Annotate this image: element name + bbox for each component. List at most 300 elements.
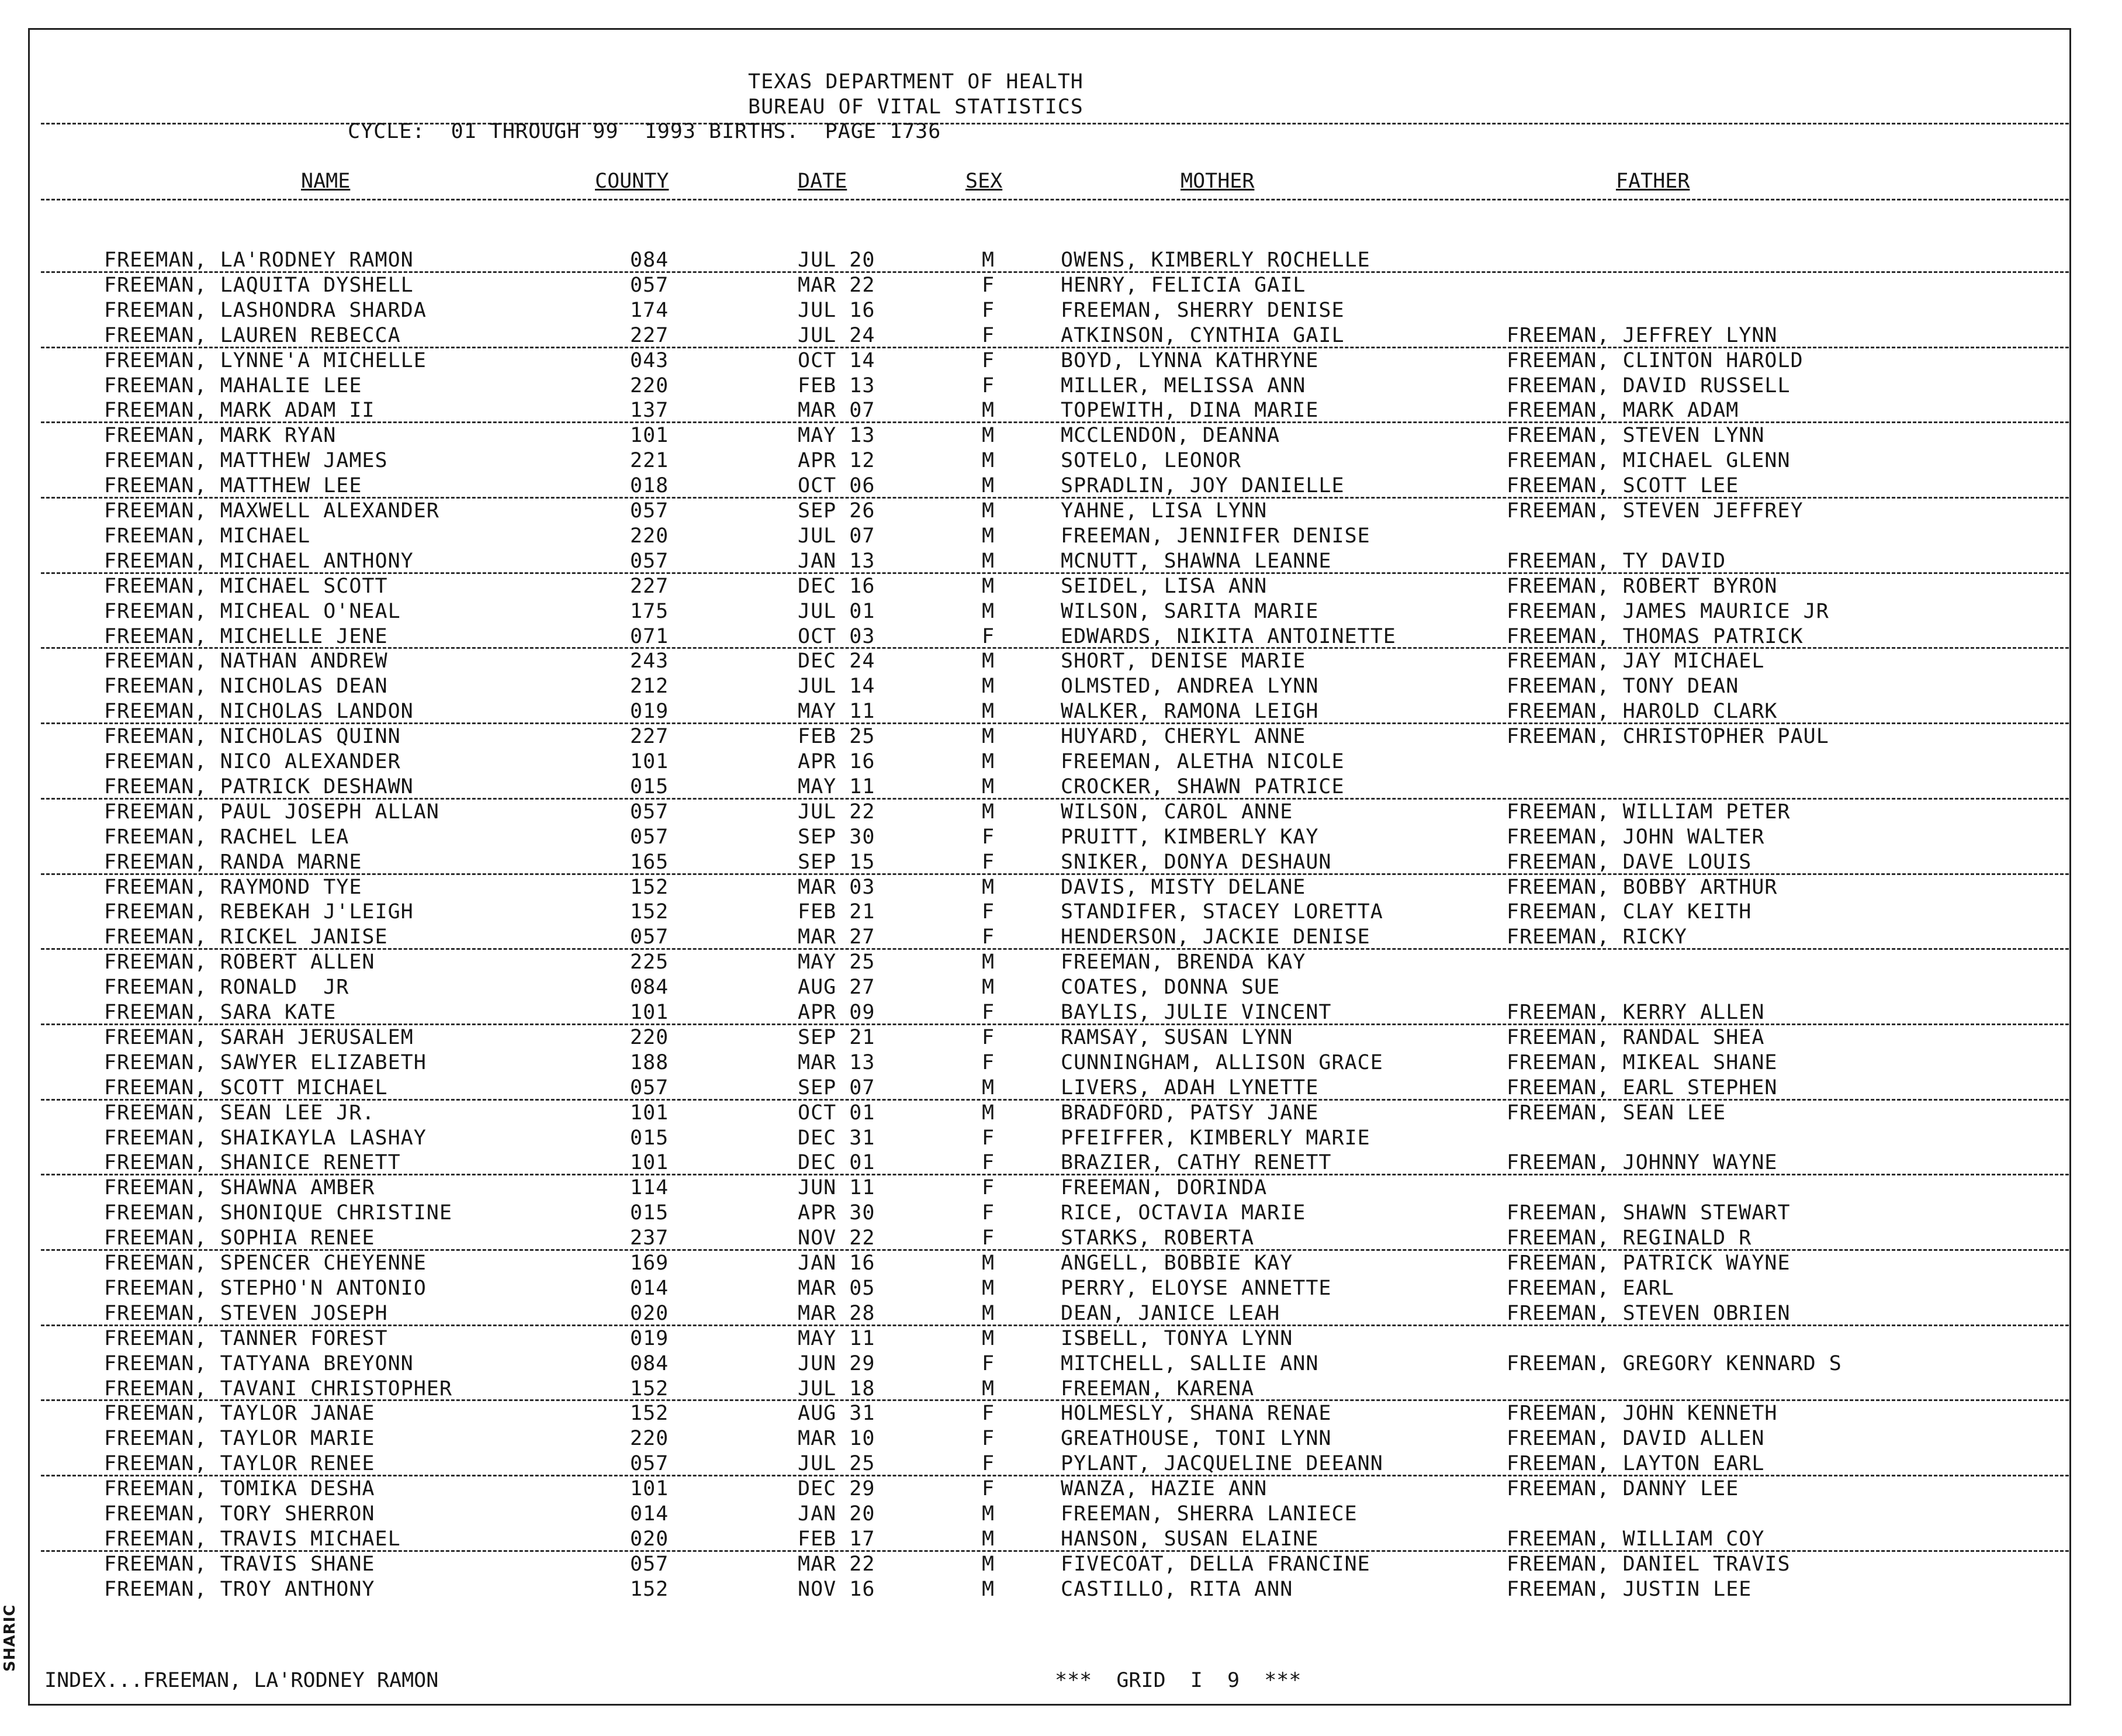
row-group-divider (41, 271, 2069, 273)
cell-sex: F (982, 1176, 995, 1200)
cell-county: 101 (630, 750, 669, 773)
cell-date: MAR 03 (798, 875, 875, 899)
cell-date: JUL 01 (798, 599, 875, 623)
cell-county: 071 (630, 624, 669, 648)
cell-father: FREEMAN, BOBBY ARTHUR (1507, 875, 1778, 899)
cell-name: FREEMAN, LASHONDRA SHARDA (104, 298, 427, 322)
cell-date: JUL 22 (798, 800, 875, 824)
cell-county: 237 (630, 1226, 669, 1250)
cell-father: FREEMAN, TY DAVID (1507, 549, 1726, 573)
cell-sex: M (982, 1301, 995, 1325)
cell-mother: BRADFORD, PATSY JANE (1061, 1101, 1319, 1125)
cell-county: 043 (630, 348, 669, 372)
cell-mother: ATKINSON, CYNTHIA GAIL (1061, 323, 1345, 347)
cell-mother: WANZA, HAZIE ANN (1061, 1477, 1268, 1501)
cell-date: DEC 29 (798, 1477, 875, 1501)
cell-sex: M (982, 1377, 995, 1400)
cell-sex: M (982, 399, 995, 423)
cell-county: 152 (630, 875, 669, 899)
cell-date: JAN 16 (798, 1251, 875, 1275)
cell-sex: M (982, 248, 995, 272)
side-label: SHARIC (1, 1604, 19, 1672)
row-group-divider (41, 497, 2069, 499)
cell-date: APR 09 (798, 1001, 875, 1024)
cell-date: OCT 14 (798, 348, 875, 372)
cell-mother: HUYARD, CHERYL ANNE (1061, 725, 1306, 749)
cell-date: DEC 24 (798, 649, 875, 673)
cell-date: JUL 24 (798, 323, 875, 347)
row-group-divider (41, 347, 2069, 348)
cell-name: FREEMAN, MICHAEL SCOTT (104, 574, 388, 598)
cell-father: FREEMAN, JAMES MAURICE JR (1507, 599, 1829, 623)
cell-county: 057 (630, 273, 669, 297)
cell-name: FREEMAN, NATHAN ANDREW (104, 649, 388, 673)
cell-name: FREEMAN, SEAN LEE JR. (104, 1101, 375, 1125)
row-group-divider (41, 722, 2069, 724)
col-header-mother: MOTHER (1181, 170, 1255, 193)
cell-mother: PYLANT, JACQUELINE DEEANN (1061, 1452, 1383, 1476)
cell-father: FREEMAN, WILLIAM COY (1507, 1527, 1765, 1551)
cell-name: FREEMAN, RONALD JR (104, 976, 349, 1000)
cell-mother: GREATHOUSE, TONI LYNN (1061, 1427, 1332, 1451)
row-group-divider (41, 873, 2069, 875)
cell-father: FREEMAN, CLINTON HAROLD (1507, 348, 1803, 372)
cell-county: 169 (630, 1251, 669, 1275)
cell-sex: M (982, 725, 995, 749)
cell-county: 101 (630, 1101, 669, 1125)
cell-mother: CASTILLO, RITA ANN (1061, 1577, 1293, 1601)
cell-county: 015 (630, 1126, 669, 1150)
cell-name: FREEMAN, MICHEAL O'NEAL (104, 599, 401, 623)
cell-county: 220 (630, 524, 669, 548)
cell-county: 057 (630, 1452, 669, 1476)
cell-sex: M (982, 1251, 995, 1275)
cell-sex: M (982, 875, 995, 899)
cell-county: 020 (630, 1301, 669, 1325)
cell-name: FREEMAN, NICHOLAS QUINN (104, 725, 401, 749)
cell-date: NOV 16 (798, 1577, 875, 1601)
cell-name: FREEMAN, STEPHO'N ANTONIO (104, 1276, 427, 1300)
cell-county: 114 (630, 1176, 669, 1200)
cell-mother: MCCLENDON, DEANNA (1061, 424, 1280, 448)
cell-name: FREEMAN, NICHOLAS DEAN (104, 675, 388, 698)
cell-mother: COATES, DONNA SUE (1061, 976, 1280, 1000)
cell-name: FREEMAN, MAXWELL ALEXANDER (104, 499, 439, 523)
cell-date: OCT 03 (798, 624, 875, 648)
cell-father: FREEMAN, REGINALD R (1507, 1226, 1752, 1250)
cell-father: FREEMAN, JOHNNY WAYNE (1507, 1151, 1778, 1175)
cell-mother: WILSON, SARITA MARIE (1061, 599, 1319, 623)
cell-sex: F (982, 1427, 995, 1451)
cell-father: FREEMAN, TONY DEAN (1507, 675, 1739, 698)
cell-name: FREEMAN, SPENCER CHEYENNE (104, 1251, 427, 1275)
row-group-divider (41, 421, 2069, 423)
cell-county: 101 (630, 1151, 669, 1175)
cell-name: FREEMAN, MAHALIE LEE (104, 374, 362, 397)
cell-sex: F (982, 1477, 995, 1501)
cell-name: FREEMAN, SHONIQUE CHRISTINE (104, 1201, 452, 1225)
cell-county: 243 (630, 649, 669, 673)
cell-date: FEB 21 (798, 900, 875, 924)
cell-father: FREEMAN, MICHAEL GLENN (1507, 449, 1791, 473)
cell-name: FREEMAN, LYNNE'A MICHELLE (104, 348, 427, 372)
cell-father: FREEMAN, STEVEN OBRIEN (1507, 1301, 1791, 1325)
cell-name: FREEMAN, TAVANI CHRISTOPHER (104, 1377, 452, 1400)
cell-county: 084 (630, 976, 669, 1000)
cell-mother: ISBELL, TONYA LYNN (1061, 1326, 1293, 1350)
cell-date: APR 30 (798, 1201, 875, 1225)
cell-date: JUL 07 (798, 524, 875, 548)
cell-county: 057 (630, 800, 669, 824)
cell-sex: M (982, 800, 995, 824)
cell-date: AUG 31 (798, 1402, 875, 1426)
cell-sex: M (982, 499, 995, 523)
cell-date: SEP 30 (798, 825, 875, 849)
cell-sex: M (982, 1502, 995, 1526)
cell-name: FREEMAN, TAYLOR MARIE (104, 1427, 375, 1451)
cell-name: FREEMAN, SHANICE RENETT (104, 1151, 401, 1175)
cell-date: FEB 17 (798, 1527, 875, 1551)
cell-father: FREEMAN, THOMAS PATRICK (1507, 624, 1803, 648)
cell-name: FREEMAN, TORY SHERRON (104, 1502, 375, 1526)
cell-date: MAY 11 (798, 774, 875, 798)
cell-date: FEB 13 (798, 374, 875, 397)
cell-date: JUL 14 (798, 675, 875, 698)
cell-name: FREEMAN, SCOTT MICHAEL (104, 1076, 388, 1099)
cell-father: FREEMAN, JEFFREY LYNN (1507, 323, 1778, 347)
cell-county: 084 (630, 1351, 669, 1375)
cell-sex: M (982, 524, 995, 548)
cell-mother: ANGELL, BOBBIE KAY (1061, 1251, 1293, 1275)
column-header-divider (41, 199, 2069, 200)
cell-county: 015 (630, 1201, 669, 1225)
cell-date: MAY 11 (798, 1326, 875, 1350)
row-group-divider (41, 1475, 2069, 1476)
cell-sex: M (982, 1577, 995, 1601)
cell-sex: M (982, 774, 995, 798)
cell-father: FREEMAN, SCOTT LEE (1507, 474, 1739, 498)
cell-sex: M (982, 700, 995, 724)
row-group-divider (41, 572, 2069, 574)
cell-father: FREEMAN, DANNY LEE (1507, 1477, 1739, 1501)
cell-mother: STANDIFER, STACEY LORETTA (1061, 900, 1383, 924)
row-group-divider (41, 1174, 2069, 1175)
cell-date: SEP 26 (798, 499, 875, 523)
row-group-divider (41, 948, 2069, 950)
cell-mother: PFEIFFER, KIMBERLY MARIE (1061, 1126, 1370, 1150)
cell-county: 188 (630, 1050, 669, 1074)
cell-county: 101 (630, 1477, 669, 1501)
agency-title: TEXAS DEPARTMENT OF HEALTH (748, 70, 1083, 94)
cell-name: FREEMAN, TANNER FOREST (104, 1326, 388, 1350)
cell-mother: SHORT, DENISE MARIE (1061, 649, 1306, 673)
cell-sex: F (982, 1351, 995, 1375)
cell-date: APR 12 (798, 449, 875, 473)
cell-sex: F (982, 298, 995, 322)
cell-mother: TOPEWITH, DINA MARIE (1061, 399, 1319, 423)
cell-name: FREEMAN, SOPHIA RENEE (104, 1226, 375, 1250)
cell-name: FREEMAN, STEVEN JOSEPH (104, 1301, 388, 1325)
cell-sex: F (982, 323, 995, 347)
cell-name: FREEMAN, MARK RYAN (104, 424, 337, 448)
cell-sex: F (982, 1025, 995, 1049)
cell-county: 165 (630, 850, 669, 874)
cell-county: 220 (630, 374, 669, 397)
col-header-sex: SEX (965, 170, 1003, 193)
cell-father: FREEMAN, JAY MICHAEL (1507, 649, 1765, 673)
cell-mother: WALKER, RAMONA LEIGH (1061, 700, 1319, 724)
cell-father: FREEMAN, DANIEL TRAVIS (1507, 1552, 1791, 1576)
cell-name: FREEMAN, SHAIKAYLA LASHAY (104, 1126, 427, 1150)
cell-mother: BRAZIER, CATHY RENETT (1061, 1151, 1332, 1175)
cell-sex: M (982, 1076, 995, 1099)
cell-mother: HANSON, SUSAN ELAINE (1061, 1527, 1319, 1551)
row-group-divider (41, 1023, 2069, 1025)
cell-sex: M (982, 474, 995, 498)
row-group-divider (41, 1099, 2069, 1101)
cell-county: 018 (630, 474, 669, 498)
cell-father: FREEMAN, DAVE LOUIS (1507, 850, 1752, 874)
cell-mother: FREEMAN, DORINDA (1061, 1176, 1268, 1200)
cell-county: 137 (630, 399, 669, 423)
cell-sex: M (982, 449, 995, 473)
cell-county: 057 (630, 499, 669, 523)
cell-mother: SOTELO, LEONOR (1061, 449, 1242, 473)
cell-mother: HENRY, FELICIA GAIL (1061, 273, 1306, 297)
cell-name: FREEMAN, SAWYER ELIZABETH (104, 1050, 427, 1074)
cell-date: MAR 27 (798, 925, 875, 949)
cell-sex: M (982, 750, 995, 773)
cell-mother: OLMSTED, ANDREA LYNN (1061, 675, 1319, 698)
cell-date: NOV 22 (798, 1226, 875, 1250)
cell-mother: RAMSAY, SUSAN LYNN (1061, 1025, 1293, 1049)
cell-county: 227 (630, 574, 669, 598)
cell-name: FREEMAN, NICHOLAS LANDON (104, 700, 414, 724)
cell-county: 225 (630, 950, 669, 974)
cell-name: FREEMAN, TRAVIS MICHAEL (104, 1527, 401, 1551)
cell-county: 227 (630, 725, 669, 749)
cell-county: 174 (630, 298, 669, 322)
cell-sex: F (982, 374, 995, 397)
col-header-father: FATHER (1616, 170, 1690, 193)
cell-sex: M (982, 649, 995, 673)
cell-father: FREEMAN, JUSTIN LEE (1507, 1577, 1752, 1601)
cell-name: FREEMAN, SHAWNA AMBER (104, 1176, 375, 1200)
cell-sex: F (982, 900, 995, 924)
cell-date: DEC 31 (798, 1126, 875, 1150)
cell-name: FREEMAN, TATYANA BREYONN (104, 1351, 414, 1375)
col-header-county: COUNTY (595, 170, 669, 193)
header-divider (41, 123, 2069, 125)
cell-name: FREEMAN, MICHAEL (104, 524, 311, 548)
cell-county: 101 (630, 1001, 669, 1024)
cell-date: SEP 21 (798, 1025, 875, 1049)
cell-date: MAY 13 (798, 424, 875, 448)
cell-father: FREEMAN, KERRY ALLEN (1507, 1001, 1765, 1024)
footer-grid: *** GRID I 9 *** (1055, 1669, 1301, 1692)
cell-father: FREEMAN, DAVID ALLEN (1507, 1427, 1765, 1451)
cell-date: MAR 13 (798, 1050, 875, 1074)
cell-county: 220 (630, 1025, 669, 1049)
row-group-divider (41, 647, 2069, 649)
cell-date: MAY 11 (798, 700, 875, 724)
cell-father: FREEMAN, DAVID RUSSELL (1507, 374, 1791, 397)
cell-county: 175 (630, 599, 669, 623)
cell-county: 152 (630, 1377, 669, 1400)
footer-index: INDEX...FREEMAN, LA'RODNEY RAMON (44, 1669, 439, 1692)
cell-date: JUL 16 (798, 298, 875, 322)
cell-county: 152 (630, 1577, 669, 1601)
cell-mother: STARKS, ROBERTA (1061, 1226, 1255, 1250)
cell-date: SEP 07 (798, 1076, 875, 1099)
cell-father: FREEMAN, PATRICK WAYNE (1507, 1251, 1791, 1275)
cell-county: 221 (630, 449, 669, 473)
cell-father: FREEMAN, RICKY (1507, 925, 1688, 949)
cell-mother: FREEMAN, KARENA (1061, 1377, 1255, 1400)
cycle-line: CYCLE: 01 THROUGH 99 1993 BIRTHS. PAGE 1736 (348, 120, 941, 143)
cell-sex: F (982, 348, 995, 372)
cell-mother: LIVERS, ADAH LYNETTE (1061, 1076, 1319, 1099)
cell-county: 020 (630, 1527, 669, 1551)
cell-sex: M (982, 599, 995, 623)
cell-county: 084 (630, 248, 669, 272)
cell-county: 152 (630, 900, 669, 924)
cell-name: FREEMAN, LAUREN REBECCA (104, 323, 401, 347)
cell-name: FREEMAN, RANDA MARNE (104, 850, 362, 874)
cell-name: FREEMAN, TRAVIS SHANE (104, 1552, 375, 1576)
cell-father: FREEMAN, JOHN WALTER (1507, 825, 1765, 849)
cell-sex: F (982, 624, 995, 648)
cell-name: FREEMAN, LA'RODNEY RAMON (104, 248, 414, 272)
cell-name: FREEMAN, TROY ANTHONY (104, 1577, 375, 1601)
cell-date: JAN 20 (798, 1502, 875, 1526)
row-group-divider (41, 1249, 2069, 1251)
cell-sex: M (982, 1552, 995, 1576)
col-header-name: NAME (301, 170, 351, 193)
cell-sex: M (982, 950, 995, 974)
cell-father: FREEMAN, CHRISTOPHER PAUL (1507, 725, 1829, 749)
row-group-divider (41, 1325, 2069, 1326)
cell-mother: FREEMAN, SHERRA LANIECE (1061, 1502, 1358, 1526)
cell-father: FREEMAN, HAROLD CLARK (1507, 700, 1778, 724)
cell-date: JAN 13 (798, 549, 875, 573)
cell-name: FREEMAN, PAUL JOSEPH ALLAN (104, 800, 439, 824)
cell-father: FREEMAN, JOHN KENNETH (1507, 1402, 1778, 1426)
cell-county: 212 (630, 675, 669, 698)
cell-name: FREEMAN, LAQUITA DYSHELL (104, 273, 414, 297)
cell-date: DEC 01 (798, 1151, 875, 1175)
cell-mother: HENDERSON, JACKIE DENISE (1061, 925, 1370, 949)
cell-date: MAR 22 (798, 273, 875, 297)
cell-date: JUL 25 (798, 1452, 875, 1476)
cell-mother: RICE, OCTAVIA MARIE (1061, 1201, 1306, 1225)
cell-father: FREEMAN, STEVEN JEFFREY (1507, 499, 1803, 523)
cell-name: FREEMAN, RICKEL JANISE (104, 925, 388, 949)
cell-county: 015 (630, 774, 669, 798)
cell-sex: M (982, 424, 995, 448)
cell-name: FREEMAN, MARK ADAM II (104, 399, 375, 423)
cell-mother: BOYD, LYNNA KATHRYNE (1061, 348, 1319, 372)
cell-father: FREEMAN, RANDAL SHEA (1507, 1025, 1765, 1049)
cell-date: MAR 05 (798, 1276, 875, 1300)
cell-county: 014 (630, 1276, 669, 1300)
cell-county: 152 (630, 1402, 669, 1426)
row-group-divider (41, 1399, 2069, 1401)
cell-father: FREEMAN, LAYTON EARL (1507, 1452, 1765, 1476)
cell-sex: M (982, 1326, 995, 1350)
cell-sex: M (982, 549, 995, 573)
bureau-title: BUREAU OF VITAL STATISTICS (748, 95, 1083, 119)
cell-mother: SNIKER, DONYA DESHAUN (1061, 850, 1332, 874)
cell-father: FREEMAN, SEAN LEE (1507, 1101, 1726, 1125)
cell-father: FREEMAN, MARK ADAM (1507, 399, 1739, 423)
cell-date: DEC 16 (798, 574, 875, 598)
cell-mother: FREEMAN, ALETHA NICOLE (1061, 750, 1345, 773)
cell-sex: M (982, 1101, 995, 1125)
cell-mother: BAYLIS, JULIE VINCENT (1061, 1001, 1332, 1024)
cell-date: OCT 01 (798, 1101, 875, 1125)
cell-date: MAR 28 (798, 1301, 875, 1325)
cell-mother: MCNUTT, SHAWNA LEANNE (1061, 549, 1332, 573)
cell-father: FREEMAN, WILLIAM PETER (1507, 800, 1791, 824)
cell-mother: YAHNE, LISA LYNN (1061, 499, 1268, 523)
cell-name: FREEMAN, PATRICK DESHAWN (104, 774, 414, 798)
cell-sex: M (982, 574, 995, 598)
cell-mother: OWENS, KIMBERLY ROCHELLE (1061, 248, 1370, 272)
cell-name: FREEMAN, TAYLOR JANAE (104, 1402, 375, 1426)
cell-name: FREEMAN, NICO ALEXANDER (104, 750, 401, 773)
cell-sex: F (982, 1001, 995, 1024)
cell-date: JUL 20 (798, 248, 875, 272)
cell-county: 220 (630, 1427, 669, 1451)
cell-name: FREEMAN, TOMIKA DESHA (104, 1477, 375, 1501)
cell-name: FREEMAN, MATTHEW LEE (104, 474, 362, 498)
cell-name: FREEMAN, MATTHEW JAMES (104, 449, 388, 473)
cell-county: 057 (630, 1076, 669, 1099)
cell-county: 014 (630, 1502, 669, 1526)
cell-sex: F (982, 1050, 995, 1074)
cell-father: FREEMAN, EARL (1507, 1276, 1674, 1300)
cell-mother: MITCHELL, SALLIE ANN (1061, 1351, 1319, 1375)
cell-date: MAR 07 (798, 399, 875, 423)
cell-date: JUN 11 (798, 1176, 875, 1200)
cell-sex: F (982, 1452, 995, 1476)
cell-mother: SEIDEL, LISA ANN (1061, 574, 1268, 598)
cell-mother: FIVECOAT, DELLA FRANCINE (1061, 1552, 1370, 1576)
cell-father: FREEMAN, GREGORY KENNARD S (1507, 1351, 1842, 1375)
cell-date: MAR 22 (798, 1552, 875, 1576)
cell-mother: SPRADLIN, JOY DANIELLE (1061, 474, 1345, 498)
cell-name: FREEMAN, ROBERT ALLEN (104, 950, 375, 974)
cell-name: FREEMAN, SARA KATE (104, 1001, 337, 1024)
cell-date: AUG 27 (798, 976, 875, 1000)
cell-mother: FREEMAN, JENNIFER DENISE (1061, 524, 1370, 548)
cell-name: FREEMAN, MICHELLE JENE (104, 624, 388, 648)
cell-father: FREEMAN, MIKEAL SHANE (1507, 1050, 1778, 1074)
cell-father: FREEMAN, ROBERT BYRON (1507, 574, 1778, 598)
cell-county: 057 (630, 925, 669, 949)
row-group-divider (41, 798, 2069, 800)
cell-mother: CUNNINGHAM, ALLISON GRACE (1061, 1050, 1383, 1074)
cell-date: JUN 29 (798, 1351, 875, 1375)
cell-father: FREEMAN, STEVEN LYNN (1507, 424, 1765, 448)
cell-sex: F (982, 273, 995, 297)
cell-mother: WILSON, CAROL ANNE (1061, 800, 1293, 824)
cell-sex: M (982, 1527, 995, 1551)
cell-county: 019 (630, 700, 669, 724)
cell-mother: FREEMAN, BRENDA KAY (1061, 950, 1306, 974)
cell-name: FREEMAN, REBEKAH J'LEIGH (104, 900, 414, 924)
